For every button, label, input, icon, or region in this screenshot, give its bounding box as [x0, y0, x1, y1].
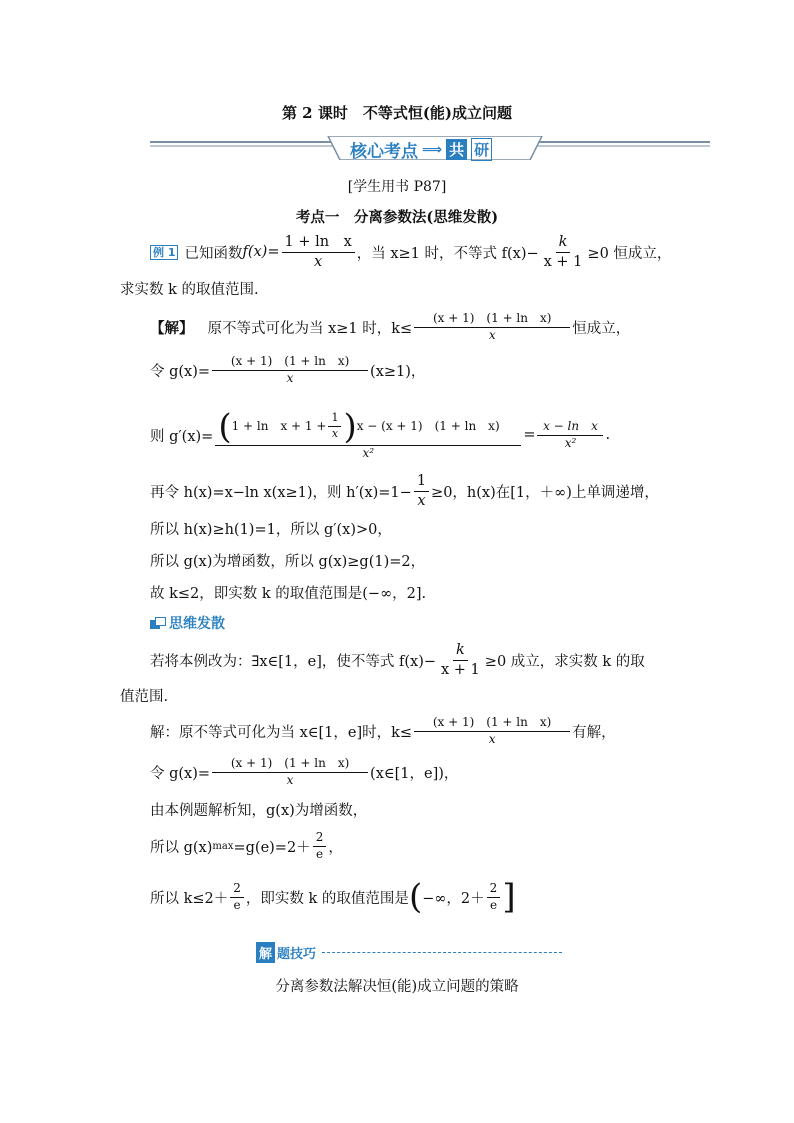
extension-line-1: [150, 640, 645, 680]
extension-text-2: 值范围.: [120, 688, 169, 705]
max-subscript: max: [212, 840, 234, 852]
fraction-s1: [414, 312, 570, 343]
fraction-a2-num: (x + 1) (1 + ln x): [212, 757, 368, 773]
book-reference: [学生用书 P87]: [347, 179, 447, 195]
fraction-derivative-den: x²: [362, 445, 375, 460]
solution-text-2b: (x≥1)，: [370, 363, 426, 380]
extension-answer-4b: =g(e)=2＋: [233, 839, 311, 856]
fraction-a4-den: e: [315, 846, 324, 861]
derivative-num-b: x − (x + 1) (1 + ln x): [356, 418, 500, 433]
extension-answer-5b: ，即实数 k 的取值范围是: [245, 890, 409, 907]
solution-label: 【解】: [150, 320, 194, 337]
banner-label-yan: 研: [471, 138, 492, 161]
tip-dashed-line: [322, 952, 562, 953]
solution-line-4: [150, 471, 659, 511]
example-line-1: [150, 232, 671, 272]
fraction-a5-den: e: [233, 897, 241, 912]
extension-text-1b: ≥0 成立，求实数 k 的取: [484, 653, 645, 670]
fraction-f: [282, 234, 355, 270]
fraction-inner: [328, 412, 341, 440]
solution-text-1b: 恒成立，: [572, 320, 631, 337]
solution-text-7: 故 k≤2，即实数 k 的取值范围是(−∞，2].: [150, 585, 427, 602]
fraction-derivative-num: [215, 406, 521, 447]
example-badge: 例 1: [150, 245, 178, 260]
fraction-a5b-num: 2: [487, 882, 501, 898]
extension-answer-4: [150, 826, 343, 866]
solution-text-1a: 原不等式可化为当 x≥1 时，k≤: [207, 320, 413, 337]
example-line-2: [120, 268, 259, 308]
extension-heading: [150, 603, 225, 643]
banner-label-core: 核心考点: [350, 142, 418, 162]
extension-answer-1: [150, 711, 616, 751]
extension-answer-1a: 解：原不等式可化为当 x∈[1，e]时，k≤: [150, 724, 413, 741]
fraction-s4-num: 1: [414, 473, 429, 492]
extension-answer-3: [150, 789, 367, 829]
fraction-derivative: [215, 406, 521, 461]
fraction-a2-den: x: [286, 772, 294, 787]
example-f-lhs: f(x)=: [242, 244, 280, 260]
solution-line-2: [150, 350, 425, 390]
interval-right-bracket: ]: [502, 877, 516, 917]
fraction-s2: [212, 355, 368, 386]
section-title: 考点一 分离参数法(思维发散): [295, 209, 499, 226]
fraction-e1-den: x + 1: [441, 661, 480, 678]
fraction-f-den: x: [314, 253, 323, 270]
fraction-s2-den: x: [286, 370, 294, 385]
fraction-a5b-den: e: [489, 897, 498, 912]
example-text-b: ，当 x≥1 时，不等式 f(x)−: [356, 245, 539, 262]
extension-text-1a: 若将本例改为：∃x∈[1，e]，使不等式 f(x)−: [150, 653, 437, 670]
example-text-a: 已知函数: [184, 245, 243, 262]
solution-text-6: 所以 g(x)为增函数，所以 g(x)≥g(1)=2，: [150, 553, 426, 570]
extension-answer-5a: 所以 k≤2＋: [150, 890, 229, 907]
solution-text-5: 所以 h(x)≥h(1)=1，所以 g′(x)>0，: [150, 521, 392, 538]
extension-answer-5: [150, 877, 516, 917]
tip-caption: 分离参数法解决恒(能)成立问题的策略: [275, 979, 519, 995]
example-question: 求实数 k 的取值范围.: [120, 281, 259, 298]
fraction-simplified-num: x − ln x: [537, 420, 603, 436]
fraction-a5-num: 2: [230, 882, 244, 898]
fraction-a1-den: x: [488, 731, 496, 746]
extension-answer-2: [150, 752, 458, 792]
solution-text-4b: ≥0，h(x)在[1，＋∞)上单调递增，: [431, 484, 659, 501]
fraction-s1-den: x: [488, 327, 496, 342]
fraction-s1-num: (x + 1) (1 + ln x): [414, 312, 570, 328]
solution-text-2a: 令 g(x)=: [150, 363, 211, 380]
fraction-k-num: k: [556, 234, 571, 253]
extension-answer-2a: 令 g(x)=: [150, 765, 211, 782]
fraction-s4-den: x: [417, 492, 426, 509]
fraction-s4: [414, 473, 429, 509]
solution-line-1: [150, 307, 630, 347]
extension-answer-2b: (x∈[1，e])，: [370, 765, 459, 782]
tip-header: [256, 942, 562, 963]
lesson-title: 第 2 课时 不等式恒(能)成立问题: [281, 104, 513, 122]
extension-answer-5c: −∞，2＋: [422, 890, 485, 907]
fraction-a2: [212, 757, 368, 788]
fraction-f-num: 1 + ln x: [282, 234, 355, 253]
fraction-simplified-den: x²: [564, 435, 577, 450]
fraction-e1-num: k: [453, 642, 468, 661]
solution-line-3: [150, 406, 611, 460]
fraction-e1: [438, 642, 483, 678]
extension-answer-4c: ，: [328, 839, 343, 856]
banner-label-gong: 共: [446, 139, 467, 160]
solution-text-3a: 则 g′(x)=: [150, 428, 214, 445]
fraction-a4-num: 2: [313, 831, 327, 847]
fraction-s2-num: (x + 1) (1 + ln x): [212, 355, 368, 371]
extension-heading-label: 思维发散: [169, 616, 225, 632]
arrow-icon: ⟹: [422, 141, 443, 158]
fraction-a5b: [487, 882, 501, 913]
solution-text-4a: 再令 h(x)=x−ln x(x≥1)，则 h′(x)=1−: [150, 484, 412, 501]
fraction-inner-den: x: [331, 427, 339, 441]
left-paren: (: [218, 406, 232, 447]
fraction-derivative-simplified: [537, 420, 603, 451]
period: .: [605, 427, 611, 443]
extension-heading-icon: [150, 617, 164, 629]
equals-sign: =: [523, 427, 536, 443]
derivative-num-a: 1 + ln x + 1 +: [231, 418, 327, 433]
fraction-a1-num: (x + 1) (1 + ln x): [414, 716, 570, 732]
fraction-a1: [414, 716, 570, 747]
extension-answer-3: 由本例题解析知，g(x)为增函数，: [150, 802, 368, 819]
fraction-a4: [313, 831, 327, 862]
right-paren: ): [343, 406, 357, 447]
fraction-a5: [230, 882, 244, 913]
tip-label-box: 解: [256, 942, 275, 963]
core-banner: [150, 136, 710, 160]
tip-label-text: 题技巧: [277, 947, 317, 962]
fraction-k: [541, 234, 586, 270]
extension-answer-4a: 所以 g(x): [150, 839, 213, 856]
fraction-k-den: x + 1: [543, 253, 583, 270]
fraction-inner-num: 1: [328, 412, 341, 427]
extension-answer-1b: 有解，: [572, 724, 616, 741]
interval-left-paren: (: [408, 877, 423, 917]
extension-line-2: [120, 675, 168, 715]
example-text-c: ≥0 恒成立，: [587, 245, 672, 262]
